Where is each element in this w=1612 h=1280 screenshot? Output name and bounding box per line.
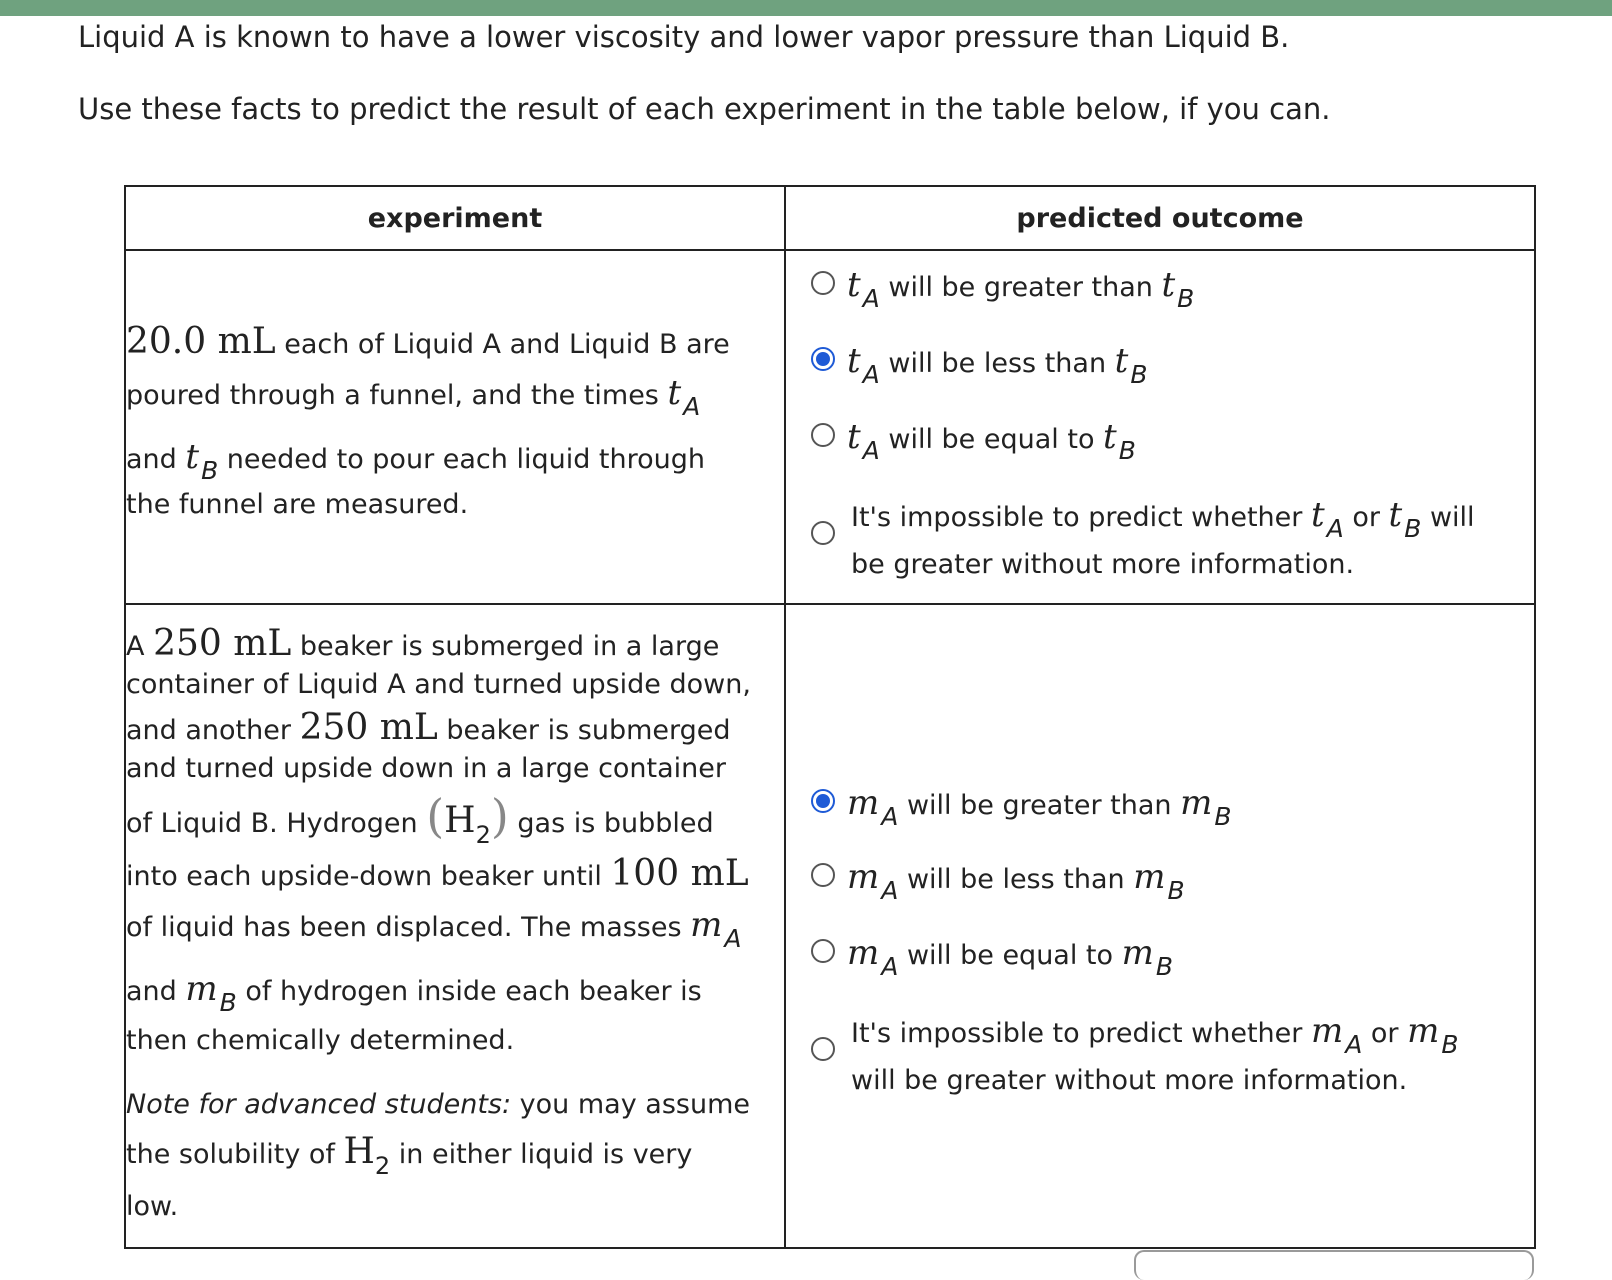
top-accent-bar: [0, 0, 1612, 16]
radio-button[interactable]: [811, 1037, 835, 1061]
intro-instruction: Use these facts to predict the result of each experiment in the table below, if you can.: [78, 92, 1331, 126]
table-row: [125, 604, 1535, 1248]
radio-button[interactable]: [811, 423, 835, 447]
q1-option-equal[interactable]: tA will be equal to tB: [811, 417, 1136, 457]
experiment-1: 20.0 mL each of Liquid A and Liquid B are poured through a funnel, and the times tA and tB needed to pour each liquid through the funnel are measured.: [125, 250, 785, 604]
table-row: [125, 250, 1535, 604]
q1-option-greater[interactable]: tA will be greater than tB: [811, 265, 1194, 305]
q1-option-impossible[interactable]: It's impossible to predict whether tA or tB will be greater without more information.: [811, 495, 1511, 575]
header-predicted-outcome: predicted outcome: [785, 186, 1535, 250]
experiment-2: A 250 mL beaker is submerged in a large container of Liquid A and turned upside down, and another 250 mL beaker is submerged and turned upside down in a large container of Liquid B. Hydrogen (H2) gas is bubbled into each upside-down beaker until 100 mL of liquid has been displaced. The masses mA and mB of hydrogen inside each beaker is then chemically determined. Note for advanced students: you may assume the solubility of H2 in either liquid is very low.: [125, 604, 785, 1248]
radio-button[interactable]: [811, 271, 835, 295]
prediction-table: [124, 185, 1536, 1249]
outcome-2: [785, 604, 1535, 1248]
bottom-panel-edge: [1134, 1250, 1534, 1280]
intro-statement: Liquid A is known to have a lower viscosity and lower vapor pressure than Liquid B.: [78, 20, 1290, 54]
radio-button-selected[interactable]: [811, 789, 835, 813]
q1-option-less[interactable]: tA will be less than tB: [811, 341, 1147, 381]
radio-button-selected[interactable]: [811, 347, 835, 371]
radio-button[interactable]: [811, 521, 835, 545]
q2-option-greater[interactable]: mA will be greater than mB: [811, 783, 1231, 823]
outcome-1: [785, 250, 1535, 604]
q2-option-impossible[interactable]: It's impossible to predict whether mA or mB will be greater without more information.: [811, 1011, 1511, 1091]
radio-button[interactable]: [811, 939, 835, 963]
header-experiment: experiment: [125, 186, 785, 250]
radio-button[interactable]: [811, 863, 835, 887]
q2-option-less[interactable]: mA will be less than mB: [811, 857, 1185, 897]
q2-option-equal[interactable]: mA will be equal to mB: [811, 933, 1173, 973]
